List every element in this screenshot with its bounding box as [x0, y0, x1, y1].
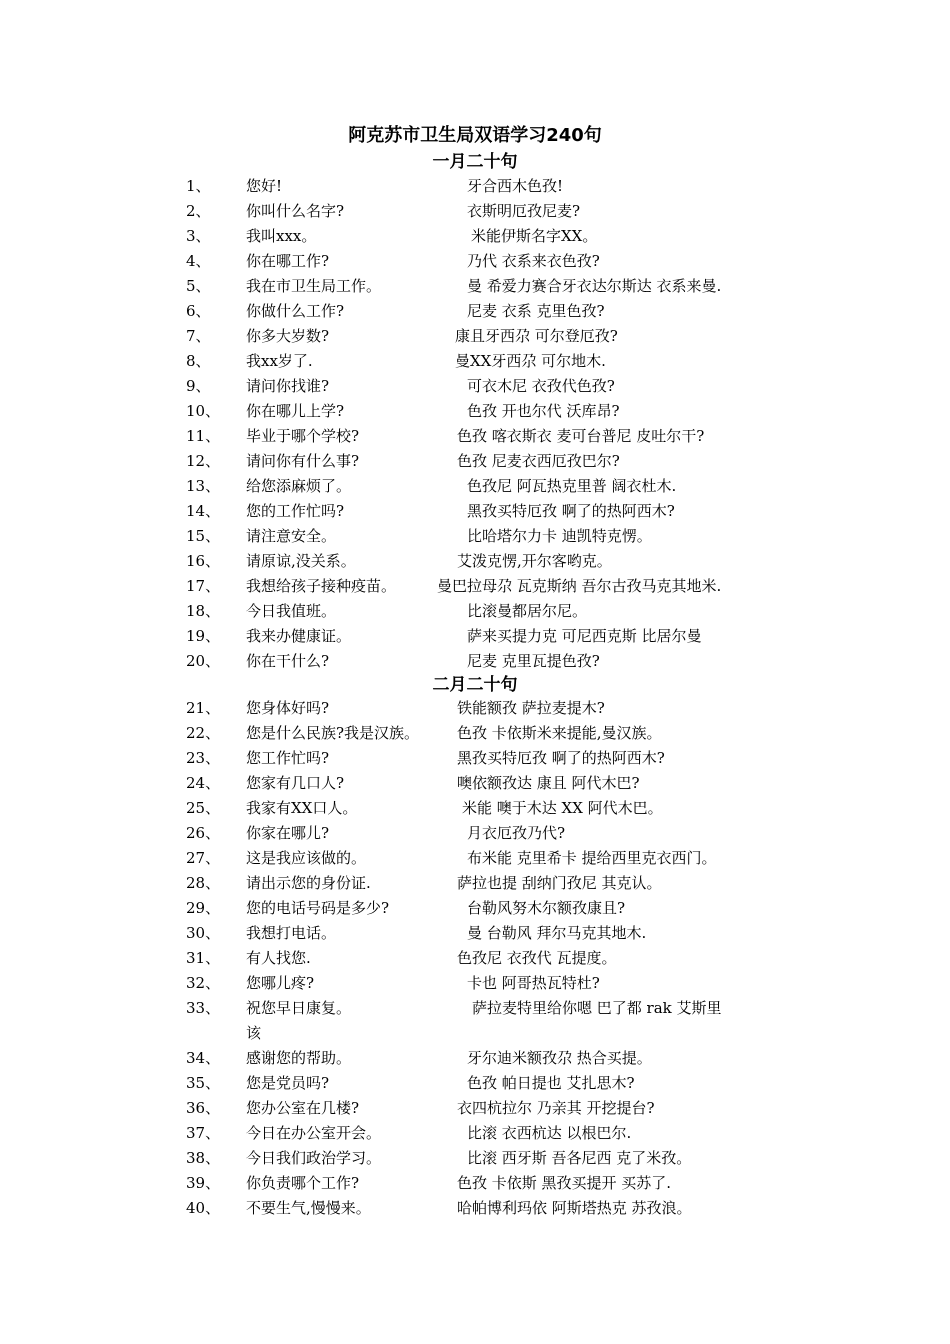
uyghur-transliteration: 色孜 开也尔代 沃库昂?	[467, 402, 620, 420]
sentence-row	[0, 721, 950, 746]
sentence-number: 27、	[186, 849, 221, 867]
uyghur-transliteration: 尼麦 克里瓦提色孜?	[467, 652, 600, 670]
chinese-sentence: 请问你找谁?	[246, 377, 330, 395]
chinese-sentence: 请出示您的身份证.	[246, 874, 371, 892]
sentence-number: 30、	[186, 924, 221, 942]
uyghur-transliteration: 噢依额孜达 康且 阿代木巴?	[457, 774, 640, 792]
chinese-sentence: 你在哪工作?	[246, 252, 330, 270]
uyghur-transliteration: 萨拉麦特里给你嗯 巴了都 rak 艾斯里	[472, 999, 722, 1017]
chinese-sentence: 你做什么工作?	[246, 302, 345, 320]
uyghur-transliteration: 衣斯明厄孜尼麦?	[467, 202, 581, 220]
sentence-row	[0, 896, 950, 921]
chinese-sentence: 你在哪儿上学?	[246, 402, 345, 420]
uyghur-transliteration: 月衣厄孜乃代?	[467, 824, 566, 842]
sentence-number: 18、	[186, 602, 221, 620]
section-heading: 一月二十句	[432, 152, 518, 172]
sentence-row	[0, 771, 950, 796]
uyghur-transliteration: 色孜 尼麦衣西厄孜巴尔?	[457, 452, 620, 470]
sentence-number: 14、	[186, 502, 221, 520]
chinese-sentence: 今日在办公室开会。	[246, 1124, 382, 1142]
sentence-number: 9、	[186, 377, 211, 395]
uyghur-transliteration: 米能伊斯名字XX。	[471, 227, 598, 245]
sentence-number: 10、	[186, 402, 221, 420]
sentence-number: 16、	[186, 552, 221, 570]
sentence-row	[0, 499, 950, 524]
sentence-number: 40、	[186, 1199, 221, 1217]
sentence-row	[0, 696, 950, 721]
sentence-number: 31、	[186, 949, 221, 967]
chinese-sentence: 我家有XX口人。	[246, 799, 358, 817]
chinese-sentence: 您工作忙吗?	[246, 749, 330, 767]
chinese-sentence: 请原谅,没关系。	[246, 552, 356, 570]
sentence-number: 23、	[186, 749, 221, 767]
chinese-sentence: 我想给孩子接种疫苗。	[246, 577, 397, 595]
chinese-sentence: 你负责哪个工作?	[246, 1174, 360, 1192]
sentence-number: 19、	[186, 627, 221, 645]
sentence-number: 25、	[186, 799, 221, 817]
sentence-row	[0, 649, 950, 674]
sentence-row	[0, 324, 950, 349]
sentence-row	[0, 921, 950, 946]
sentence-number: 5、	[186, 277, 211, 295]
sentence-row	[0, 199, 950, 224]
sentence-number: 24、	[186, 774, 221, 792]
sentence-number: 35、	[186, 1074, 221, 1092]
uyghur-transliteration: 萨拉也提 刮纳门孜尼 其克认。	[457, 874, 662, 892]
chinese-sentence: 您家有几口人?	[246, 774, 345, 792]
chinese-sentence: 我来办健康证。	[246, 627, 352, 645]
chinese-sentence: 不要生气,慢慢来。	[246, 1199, 371, 1217]
sentence-number: 6、	[186, 302, 211, 320]
document-title: 阿克苏市卫生局双语学习240句	[348, 125, 602, 146]
sentence-row	[0, 821, 950, 846]
sentence-row	[0, 574, 950, 599]
uyghur-transliteration: 乃代 衣系来衣色孜?	[467, 252, 600, 270]
chinese-sentence: 请注意安全。	[246, 527, 337, 545]
sentence-row	[0, 746, 950, 771]
sentence-row	[0, 871, 950, 896]
sentence-row	[0, 996, 950, 1042]
uyghur-transliteration: 曼 台勒风 拜尔马克其地木.	[467, 924, 647, 942]
sentence-number: 7、	[186, 327, 211, 345]
chinese-sentence: 毕业于哪个学校?	[246, 427, 360, 445]
sentence-number: 32、	[186, 974, 221, 992]
sentence-row	[0, 224, 950, 249]
sentence-row	[0, 174, 950, 199]
sentence-row	[0, 249, 950, 274]
chinese-sentence: 您的工作忙吗?	[246, 502, 345, 520]
uyghur-transliteration: 牙尔迪米额孜尕 热合买提。	[467, 1049, 652, 1067]
sentence-number: 39、	[186, 1174, 221, 1192]
sentence-number: 11、	[186, 427, 221, 445]
chinese-sentence: 您身体好吗?	[246, 699, 330, 717]
sentence-number: 12、	[186, 452, 221, 470]
sentence-number: 15、	[186, 527, 221, 545]
chinese-sentence: 您办公室在几楼?	[246, 1099, 360, 1117]
sentence-row	[0, 1196, 950, 1221]
chinese-sentence: 您的电话号码是多少?	[246, 899, 390, 917]
chinese-sentence: 你叫什么名字?	[246, 202, 345, 220]
chinese-sentence: 我叫xxx。	[246, 227, 317, 245]
chinese-sentence: 今日我值班。	[246, 602, 337, 620]
sentence-number: 29、	[186, 899, 221, 917]
uyghur-transliteration: 比滚 西牙斯 吾各尼西 克了米孜。	[467, 1149, 692, 1167]
sentence-row	[0, 349, 950, 374]
sentence-number: 28、	[186, 874, 221, 892]
uyghur-transliteration: 米能 噢于木达 XX 阿代木巴。	[462, 799, 663, 817]
uyghur-transliteration: 色孜 帕日提也 艾扎思木?	[467, 1074, 635, 1092]
uyghur-transliteration: 可衣木尼 衣孜代色孜?	[467, 377, 615, 395]
sentence-row	[0, 399, 950, 424]
sentence-number: 20、	[186, 652, 221, 670]
sentence-number: 38、	[186, 1149, 221, 1167]
chinese-sentence: 您是什么民族?我是汉族。	[246, 724, 420, 742]
sentence-row	[0, 796, 950, 821]
uyghur-transliteration: 牙合西木色孜!	[467, 177, 564, 195]
uyghur-transliteration: 色孜 卡依斯 黑孜买提开 买苏了.	[457, 1174, 672, 1192]
sentence-number: 22、	[186, 724, 221, 742]
chinese-sentence: 感谢您的帮助。	[246, 1049, 352, 1067]
uyghur-transliteration: 色孜 喀衣斯衣 麦可台普尼 皮吐尔干?	[457, 427, 705, 445]
uyghur-transliteration: 衣四杭拉尔 乃亲其 开挖提台?	[457, 1099, 655, 1117]
chinese-sentence: 你多大岁数?	[246, 327, 330, 345]
sentence-row	[0, 524, 950, 549]
sentence-number: 36、	[186, 1099, 221, 1117]
sentence-number: 8、	[186, 352, 211, 370]
sentence-row	[0, 971, 950, 996]
uyghur-transliteration: 色孜 卡依斯米来提能,曼汉族。	[457, 724, 662, 742]
chinese-sentence: 请问你有什么事?	[246, 452, 360, 470]
sentence-row	[0, 449, 950, 474]
uyghur-transliteration: 萨来买提力克 可尼西克斯 比居尔曼	[467, 627, 702, 645]
chinese-sentence: 给您添麻烦了。	[246, 477, 352, 495]
chinese-sentence: 今日我们政治学习。	[246, 1149, 382, 1167]
uyghur-transliteration: 比哈塔尔力卡 迪凯特克愣。	[467, 527, 652, 545]
uyghur-transliteration: 比滚 衣西杭达 以根巴尔.	[467, 1124, 632, 1142]
chinese-sentence: 这是我应该做的。	[246, 849, 367, 867]
section-heading: 二月二十句	[432, 675, 518, 695]
uyghur-transliteration: 色孜尼 阿瓦热克里普 阔衣杜木.	[467, 477, 677, 495]
chinese-sentence: 祝您早日康复。	[246, 999, 352, 1017]
uyghur-transliteration: 色孜尼 衣孜代 瓦提度。	[457, 949, 617, 967]
uyghur-transliteration: 铁能额孜 萨拉麦提木?	[457, 699, 605, 717]
chinese-sentence: 您哪儿疼?	[246, 974, 315, 992]
sentence-number: 4、	[186, 252, 211, 270]
sentence-row	[0, 549, 950, 574]
chinese-sentence: 有人找您.	[246, 949, 311, 967]
sentence-row	[0, 946, 950, 971]
sentence-number: 37、	[186, 1124, 221, 1142]
sentence-row	[0, 374, 950, 399]
uyghur-transliteration: 艾泼克愣,开尔客哟克。	[457, 552, 612, 570]
sentence-number: 21、	[186, 699, 221, 717]
sentence-row	[0, 274, 950, 299]
sentence-row	[0, 1121, 950, 1146]
chinese-sentence: 我在市卫生局工作。	[246, 277, 382, 295]
uyghur-transliteration: 黑孜买特厄孜 啊了的热阿西木?	[457, 749, 665, 767]
uyghur-transliteration-wrap: 该	[246, 1024, 262, 1042]
sentence-row	[0, 846, 950, 871]
chinese-sentence: 我xx岁了.	[246, 352, 313, 370]
sentence-number: 33、	[186, 999, 221, 1017]
sentence-number: 2、	[186, 202, 211, 220]
chinese-sentence: 你在干什么?	[246, 652, 330, 670]
sentence-row	[0, 599, 950, 624]
sentence-number: 1、	[186, 177, 211, 195]
chinese-sentence: 你家在哪儿?	[246, 824, 330, 842]
sentence-row	[0, 1096, 950, 1121]
uyghur-transliteration: 康且牙西尕 可尔登厄孜?	[455, 327, 618, 345]
sentence-row	[0, 424, 950, 449]
chinese-sentence: 您是党员吗?	[246, 1074, 330, 1092]
uyghur-transliteration: 布米能 克里希卡 提给西里克衣西门。	[467, 849, 717, 867]
uyghur-transliteration: 尼麦 衣系 克里色孜?	[467, 302, 605, 320]
sentence-row	[0, 1071, 950, 1096]
uyghur-transliteration: 黑孜买特厄孜 啊了的热阿西木?	[467, 502, 675, 520]
sentence-number: 3、	[186, 227, 211, 245]
sentence-row	[0, 299, 950, 324]
uyghur-transliteration: 哈帕博利玛依 阿斯塔热克 苏孜浪。	[457, 1199, 692, 1217]
sentence-number: 13、	[186, 477, 221, 495]
sentence-row	[0, 1171, 950, 1196]
sentence-row	[0, 1146, 950, 1171]
chinese-sentence: 您好!	[246, 177, 283, 195]
sentence-row	[0, 474, 950, 499]
uyghur-transliteration: 曼巴拉母尕 瓦克斯纳 吾尔古孜马克其地米.	[437, 577, 722, 595]
sentence-number: 34、	[186, 1049, 221, 1067]
chinese-sentence: 我想打电话。	[246, 924, 337, 942]
uyghur-transliteration: 卡也 阿哥热瓦特杜?	[467, 974, 600, 992]
sentence-number: 26、	[186, 824, 221, 842]
uyghur-transliteration: 比滚曼都居尔尼。	[467, 602, 588, 620]
uyghur-transliteration: 曼 希爱力赛合牙衣达尔斯达 衣系来曼.	[467, 277, 722, 295]
uyghur-transliteration: 台勒风努木尔额孜康且?	[467, 899, 626, 917]
uyghur-transliteration: 曼XX牙西尕 可尔地木.	[455, 352, 606, 370]
sentence-row	[0, 1046, 950, 1071]
sentence-number: 17、	[186, 577, 221, 595]
sentence-row	[0, 624, 950, 649]
